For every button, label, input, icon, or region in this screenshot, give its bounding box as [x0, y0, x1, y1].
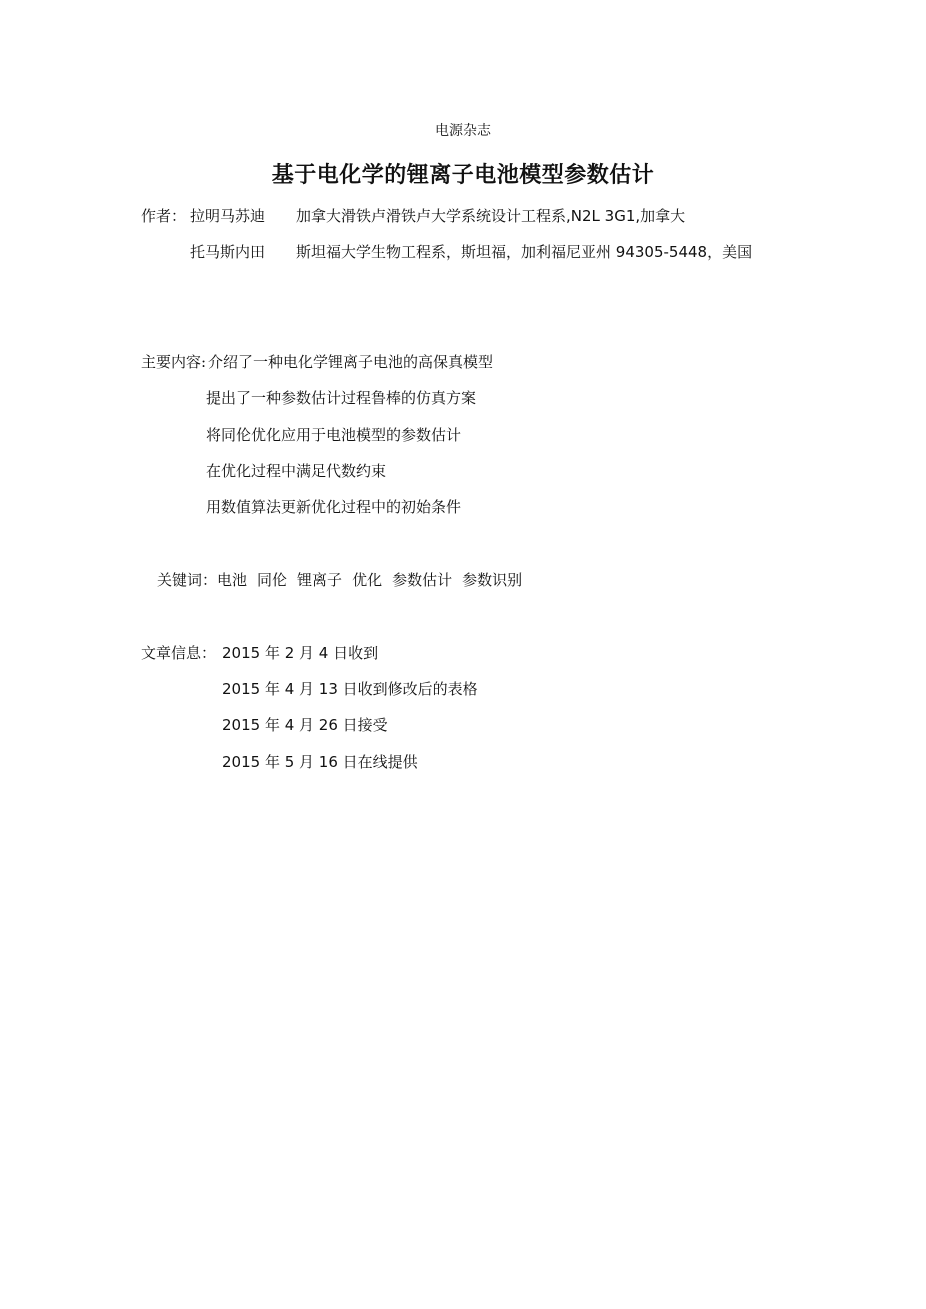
keyword-item: 优化	[352, 571, 383, 589]
keyword-item: 同伦	[257, 571, 288, 589]
keyword-item: 参数估计	[392, 571, 453, 589]
article-info-item: 2015 年 4 月 13 日收到修改后的表格	[222, 680, 478, 698]
highlight-item: 将同伦优化应用于电池模型的参数估计	[206, 426, 462, 444]
article-info-item: 2015 年 4 月 26 日接受	[222, 716, 388, 734]
keyword-item: 参数识别	[462, 571, 523, 589]
author-name-1: 拉明马苏迪	[190, 207, 266, 225]
highlight-item: 介绍了一种电化学锂离子电池的高保真模型	[208, 353, 494, 371]
keyword-item: 锂离子	[297, 571, 343, 589]
paper-title: 基于电化学的锂离子电池模型参数估计	[271, 163, 655, 188]
keywords-section	[157, 570, 532, 590]
authors-label: 作者：	[141, 207, 187, 225]
keyword-item: 电池	[217, 571, 248, 589]
highlight-item: 用数值算法更新优化过程中的初始条件	[206, 498, 462, 516]
article-info-label: 文章信息：	[141, 644, 217, 662]
author-affiliation-1: 加拿大滑铁卢滑铁卢大学系统设计工程系,N2L 3G1,加拿大	[296, 207, 686, 225]
article-info-item: 2015 年 5 月 16 日在线提供	[222, 753, 418, 771]
keywords-label: 关键词：	[157, 571, 218, 589]
highlights-label: 主要内容:	[141, 353, 207, 371]
journal-name: 电源杂志	[435, 123, 491, 139]
highlight-item: 在优化过程中满足代数约束	[206, 462, 387, 480]
author-name-2: 托马斯内田	[190, 243, 266, 261]
highlight-item: 提出了一种参数估计过程鲁棒的仿真方案	[206, 389, 477, 407]
article-info-item: 2015 年 2 月 4 日收到	[222, 644, 379, 662]
author-affiliation-2: 斯坦福大学生物工程系，斯坦福，加利福尼亚州 94305-5448，美国	[296, 243, 753, 261]
